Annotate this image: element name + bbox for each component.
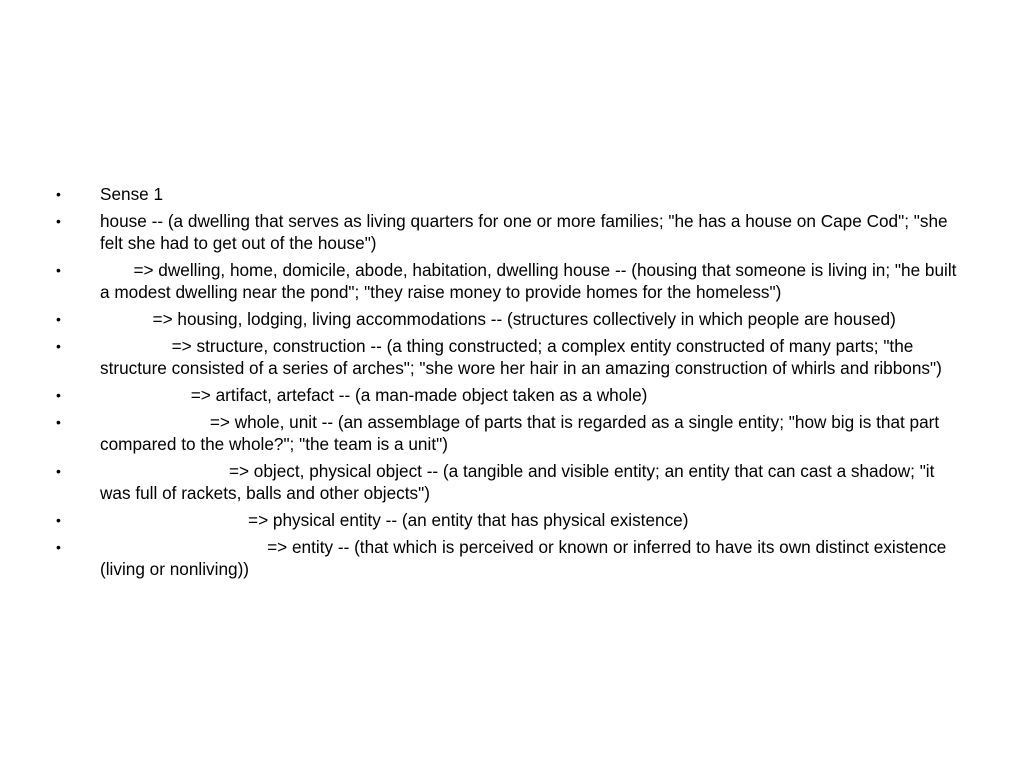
list-item (56, 509, 966, 531)
bullet-icon: • (56, 463, 61, 479)
bullet-text: => entity -- (that which is perceived or known or inferred to have its own distinct existence (living or nonliving)) (100, 537, 952, 579)
list-item (56, 411, 966, 455)
bullet-text: => structure, construction -- (a thing constructed; a complex entity constructed of many parts; "the structure consisted of a series of arches"; "she wore her hair in an amazing construction of whirls and ribbons") (100, 336, 942, 378)
bullet-text: => physical entity -- (an entity that has physical existence) (100, 510, 689, 530)
bullet-icon: • (56, 387, 61, 403)
bullet-text: => object, physical object -- (a tangible and visible entity; an entity that can cast a shadow; "it was full of rackets, balls and other objects") (100, 461, 940, 503)
list-item (56, 308, 966, 330)
bullet-icon: • (56, 512, 61, 528)
list-item (56, 460, 966, 504)
bullet-text: => artifact, artefact -- (a man-made object taken as a whole) (100, 385, 648, 405)
list-item (56, 384, 966, 406)
bullet-text: Sense 1 (100, 184, 164, 204)
list-item (56, 335, 966, 379)
bullet-text: house -- (a dwelling that serves as living quarters for one or more families; "he has a house on Cape Cod"; "she felt she had to get out of the house") (100, 211, 953, 253)
bullet-icon: • (56, 414, 61, 430)
bullet-list (56, 183, 966, 585)
bullet-icon: • (56, 262, 61, 278)
list-item (56, 259, 966, 303)
list-item (56, 210, 966, 254)
bullet-icon: • (56, 311, 61, 327)
bullet-text: => whole, unit -- (an assemblage of parts that is regarded as a single entity; "how big is that part compared to the whole?"; "the team is a unit") (100, 412, 944, 454)
bullet-text: => housing, lodging, living accommodations -- (structures collectively in which people are housed) (100, 309, 896, 329)
bullet-icon: • (56, 213, 61, 229)
bullet-text: => dwelling, home, domicile, abode, habitation, dwelling house -- (housing that someone is living in; "he built a modest dwelling near the pond"; "they raise money to provide homes for the homeless") (100, 260, 962, 302)
list-item (56, 536, 966, 580)
bullet-icon: • (56, 186, 61, 202)
bullet-icon: • (56, 539, 61, 555)
bullet-icon: • (56, 338, 61, 354)
list-item (56, 183, 966, 205)
